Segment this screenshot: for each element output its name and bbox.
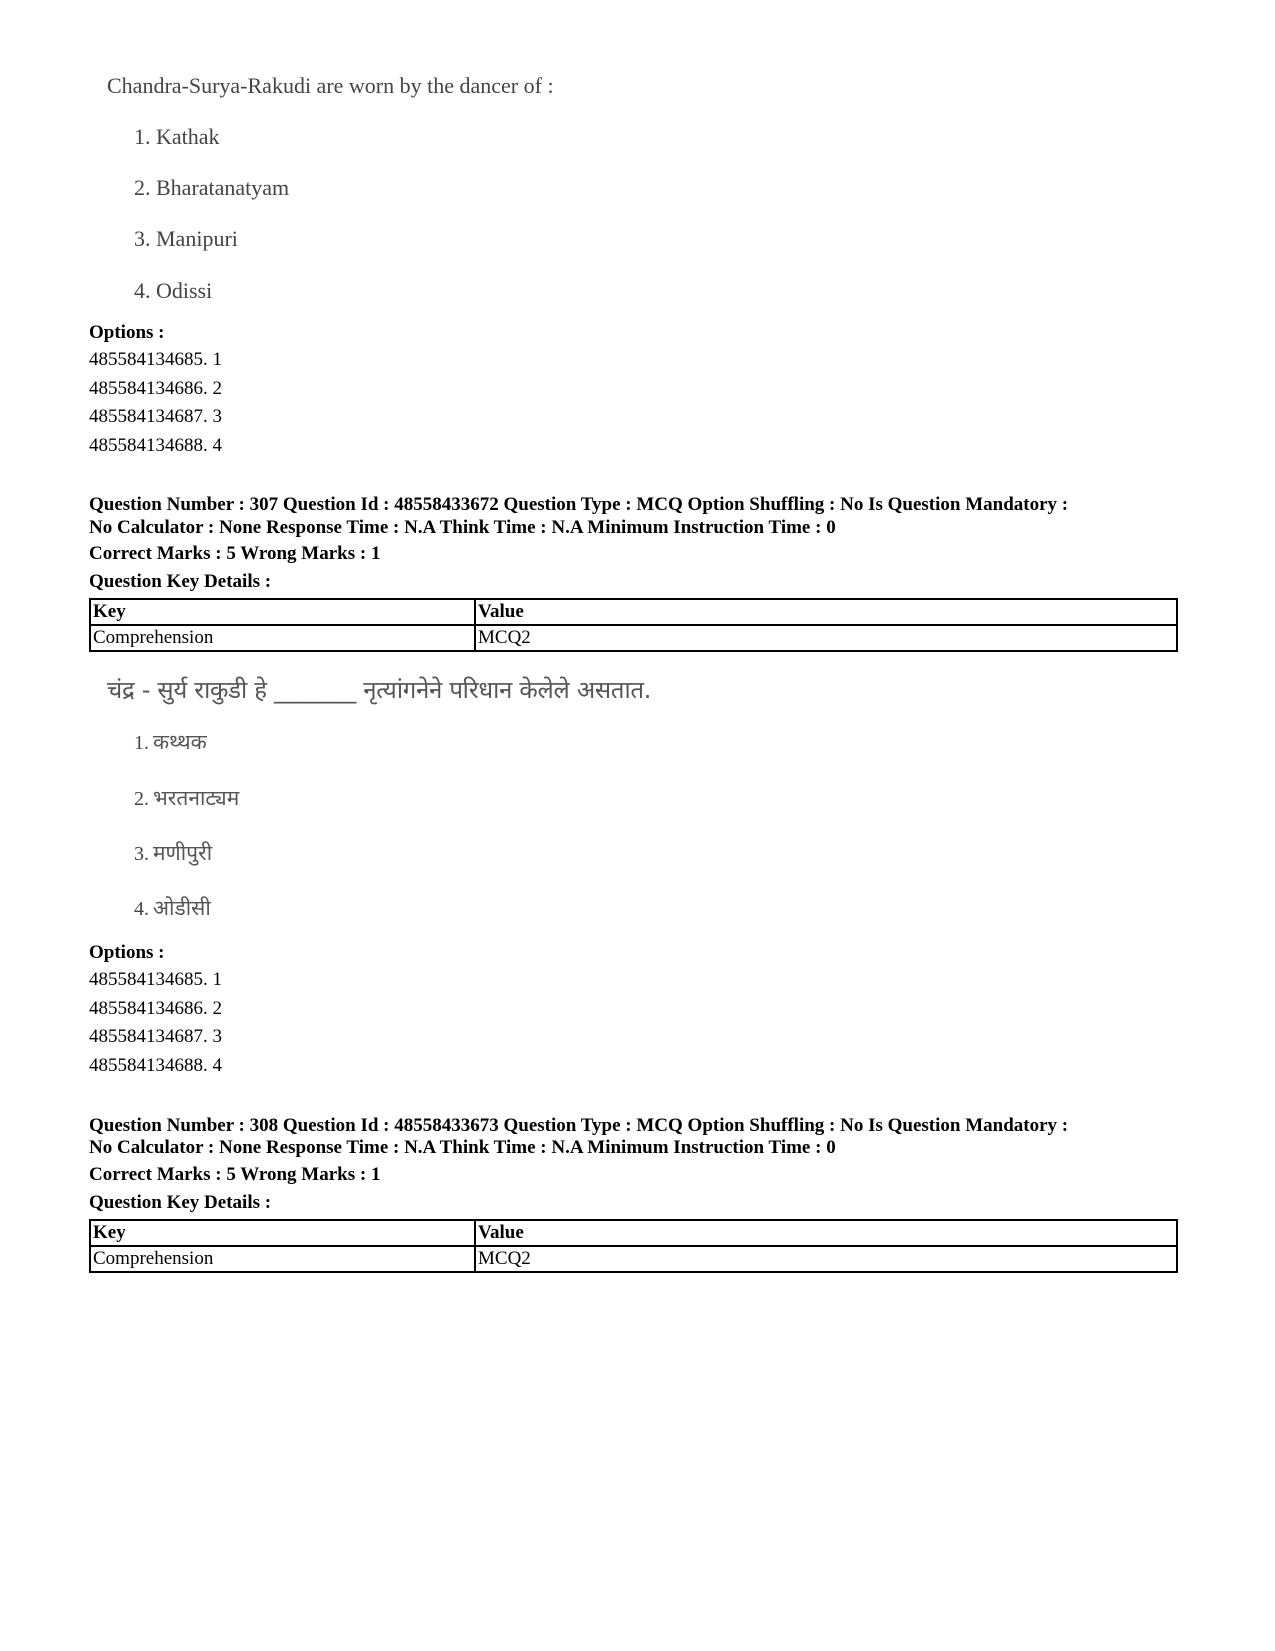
table-row [90, 1246, 1177, 1272]
option-item: 485584134687. 3 [89, 406, 222, 427]
question-306-choice-2: 2. Bharatanatyam [134, 175, 290, 200]
table-header-row [90, 599, 1177, 625]
question-308-key-table [89, 1219, 1178, 1273]
choice-number: 2. [134, 788, 149, 810]
table-cell-key: Comprehension [90, 625, 475, 651]
question-307-choice-2 [134, 784, 239, 812]
option-item: 485584134687. 3 [89, 1026, 222, 1047]
question-308-marks: Correct Marks : 5 Wrong Marks : 1 [89, 1164, 381, 1185]
question-308-key-details-label: Question Key Details : [89, 1192, 272, 1213]
table-cell-value: MCQ2 [475, 1246, 1177, 1272]
table-header-key: Key [90, 1220, 475, 1246]
question-307-choice-1 [134, 728, 207, 756]
choice-text: ओडीसी [153, 896, 211, 920]
question-306-choice-1: 1. Kathak [134, 124, 220, 149]
question-306-options-list [89, 346, 222, 460]
table-header-value: Value [475, 1220, 1177, 1246]
option-item: 485584134688. 4 [89, 1054, 222, 1076]
question-308-header-line-2: No Calculator : None Response Time : N.A Think Time : N.A Minimum Instruction Time : 0 [89, 1137, 836, 1158]
table-header-row [90, 1220, 1177, 1246]
question-306-choice-3: 3. Manipuri [134, 226, 238, 251]
table-header-value: Value [475, 599, 1177, 625]
question-307-key-table [89, 598, 1178, 652]
option-item: 485584134685. 1 [89, 349, 222, 370]
question-307-options-list [89, 966, 222, 1080]
question-307-choice-4 [134, 894, 211, 922]
option-item: 485584134686. 2 [89, 997, 222, 1019]
question-307-header-line-1: Question Number : 307 Question Id : 48558433672 Question Type : MCQ Option Shuffling : No Is Question Mandatory : [89, 494, 1069, 515]
choice-number: 3. [134, 843, 149, 865]
question-307-choice-3 [134, 839, 212, 867]
choice-text: भरतनाट्यम [153, 786, 240, 810]
choice-number: 1. [134, 732, 149, 754]
question-307-header-line-2: No Calculator : None Response Time : N.A Think Time : N.A Minimum Instruction Time : 0 [89, 517, 836, 538]
question-307-stem: चंद्र - सुर्य राकुडी हे _______ नृत्यांगनेने परिधान केलेले असतात. [107, 676, 652, 704]
table-cell-key: Comprehension [90, 1246, 475, 1272]
table-header-key: Key [90, 599, 475, 625]
table-cell-value: MCQ2 [475, 625, 1177, 651]
question-307-key-details-label: Question Key Details : [89, 571, 272, 592]
option-item: 485584134686. 2 [89, 377, 222, 399]
question-308-header-line-1: Question Number : 308 Question Id : 48558433673 Question Type : MCQ Option Shuffling : No Is Question Mandatory : [89, 1115, 1069, 1136]
choice-number: 4. [134, 898, 149, 920]
option-item: 485584134685. 1 [89, 969, 222, 990]
question-306-choice-4: 4. Odissi [134, 278, 213, 303]
choice-text: मणीपुरी [153, 841, 213, 865]
question-307-marks: Correct Marks : 5 Wrong Marks : 1 [89, 543, 381, 564]
choice-text: कथ्थक [153, 730, 207, 754]
question-306-stem: Chandra-Surya-Rakudi are worn by the dancer of : [107, 73, 554, 98]
question-307-options-label: Options : [89, 942, 165, 963]
option-item: 485584134688. 4 [89, 434, 222, 456]
table-row [90, 625, 1177, 651]
question-306-options-label: Options : [89, 322, 165, 343]
